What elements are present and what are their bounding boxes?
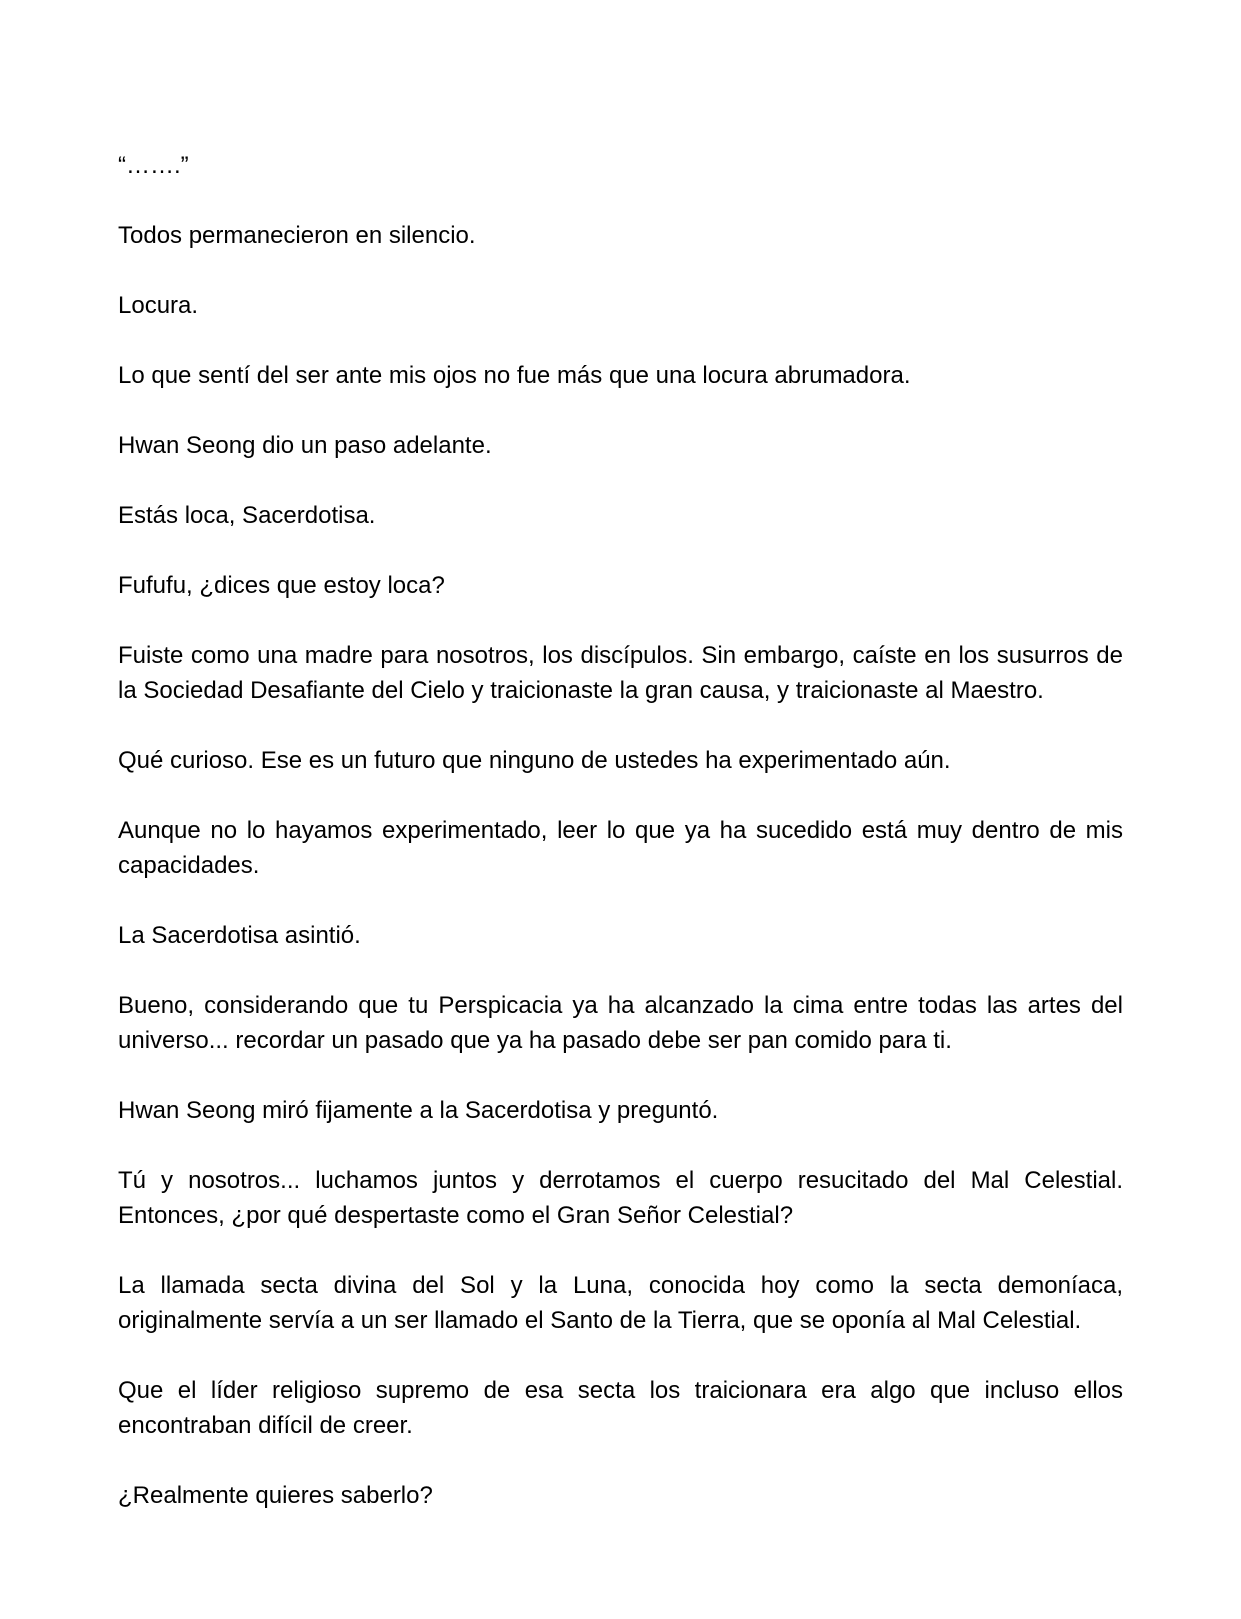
- paragraph: ¿Realmente quieres saberlo?: [118, 1482, 433, 1509]
- paragraph: Lo que sentí del ser ante mis ojos no fue más que una locura abrumadora.: [118, 362, 911, 389]
- paragraph: Hwan Seong miró fijamente a la Sacerdotisa y preguntó.: [118, 1097, 719, 1124]
- paragraph: Qué curioso. Ese es un futuro que ninguno de ustedes ha experimentado aún.: [118, 747, 951, 774]
- paragraph: Hwan Seong dio un paso adelante.: [118, 432, 492, 459]
- paragraph-ellipsis-quote: “…….”: [118, 152, 189, 179]
- paragraph: Fufufu, ¿dices que estoy loca?: [118, 572, 445, 599]
- paragraph: Todos permanecieron en silencio.: [118, 222, 476, 249]
- paragraph: Estás loca, Sacerdotisa.: [118, 502, 376, 529]
- paragraph: La llamada secta divina del Sol y la Luna, conocida hoy como la secta demoníaca, originalmente servía a un ser llamado el Santo de la Tierra, que se oponía al Mal Celestial.: [118, 1272, 1123, 1334]
- paragraph: La Sacerdotisa asintió.: [118, 922, 361, 949]
- paragraph: Locura.: [118, 292, 199, 319]
- text-column: [118, 148, 1123, 1513]
- paragraph: Que el líder religioso supremo de esa secta los traicionara era algo que incluso ellos encontraban difícil de creer.: [118, 1377, 1123, 1439]
- paragraph: Aunque no lo hayamos experimentado, leer lo que ya ha sucedido está muy dentro de mis capacidades.: [118, 817, 1123, 879]
- paragraph: Bueno, considerando que tu Perspicacia ya ha alcanzado la cima entre todas las artes del universo... recordar un pasado que ya ha pasado debe ser pan comido para ti.: [118, 992, 1123, 1054]
- paragraph: Fuiste como una madre para nosotros, los discípulos. Sin embargo, caíste en los susurros de la Sociedad Desafiante del Cielo y traicionaste la gran causa, y traicionaste al Maestro.: [118, 642, 1123, 704]
- paragraph: Tú y nosotros... luchamos juntos y derrotamos el cuerpo resucitado del Mal Celestial. Entonces, ¿por qué despertaste como el Gran Señor Celestial?: [118, 1167, 1123, 1229]
